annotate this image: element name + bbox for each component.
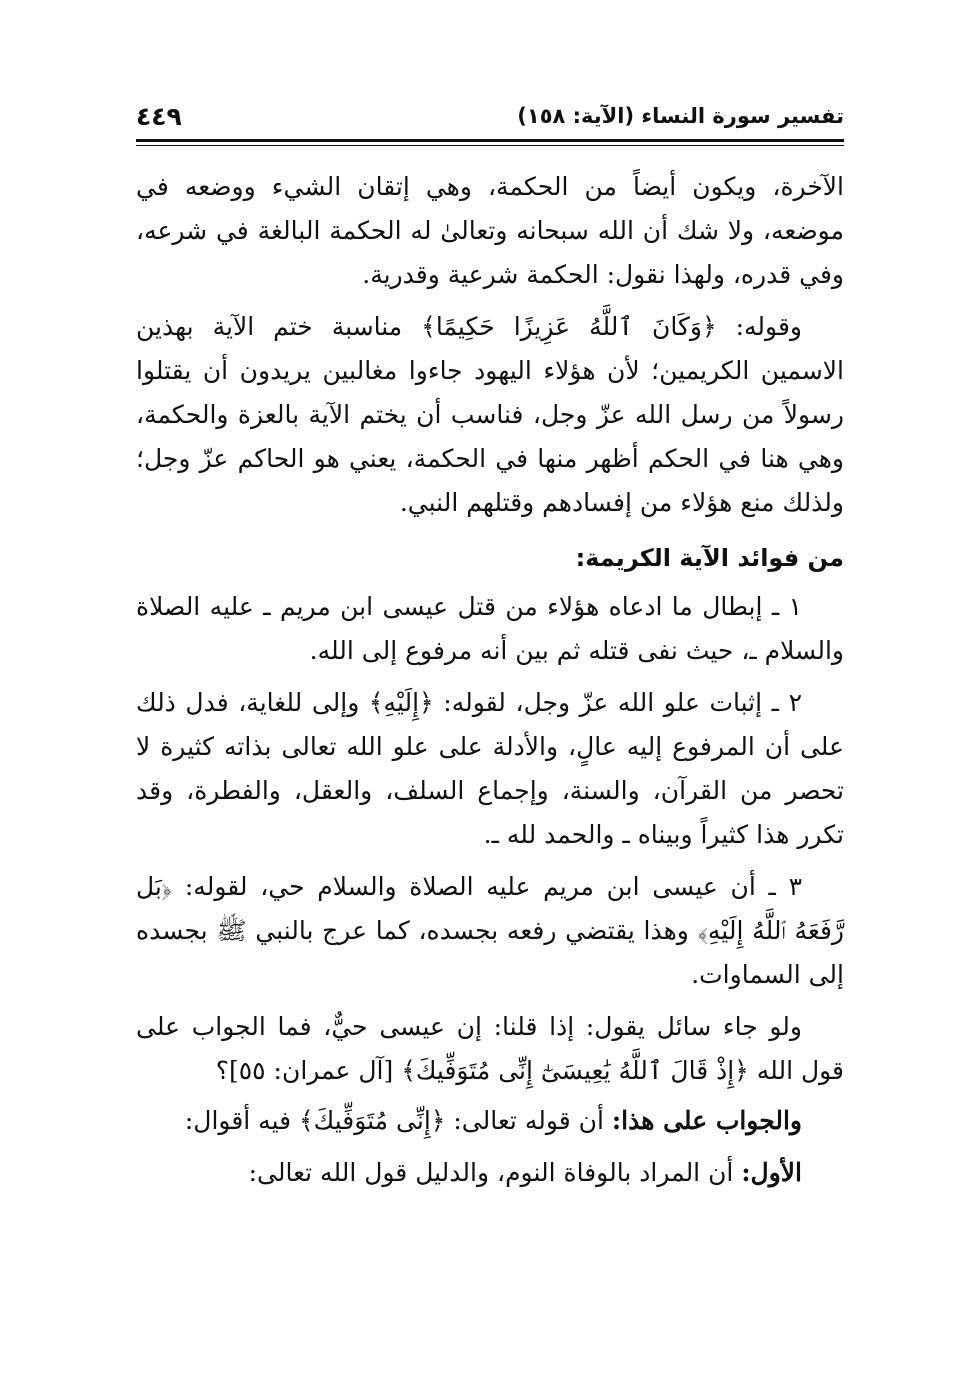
benefit-item-3: ٣ ـ أن عيسى ابن مريم عليه الصلاة والسلام حي، لقوله: ﴿بَل رَّفَعَهُ ٱللَّهُ إِلَيْهِ﴾ وهذا يقتضي رفعه بجسده، كما عرج بالنبي ﷺ بجسده إلى السماوات. <box>136 872 844 989</box>
paragraph-question: ولو جاء سائل يقول: إذا قلنا: إن عيسى حيٌّ، فما الجواب على قول الله ﴿إِذْ قَالَ ٱللَّهُ يَٰعِيسَىٰٓ إِنِّى مُتَوَفِّيكَ﴾ [آل عمران: ٥٥]؟ <box>136 1012 844 1085</box>
paragraph-verse-commentary: وقوله: ﴿وَكَانَ ٱللَّهُ عَزِيزًا حَكِيمًا﴾ مناسبة ختم الآية بهذين الاسمين الكريمين؛ لأن هؤلاء اليهود جاءوا مغالبين يريدون أن يقتلوا رسولاً من رسل الله عزّ وجل، فناسب أن يختم الآية بالعزة والحكمة، وهي هنا في الحكم أظهر منها في الحكمة، يعني هو الحاكم عزّ وجل؛ ولذلك منع هؤلاء من إفسادهم وقتلهم النبي. <box>136 312 844 517</box>
section-heading: من فوائد الآية الكريمة: <box>575 544 844 572</box>
paragraph-answer <box>136 1099 844 1143</box>
header-rule-thin <box>136 145 844 146</box>
benefit-item-2: ٢ ـ إثبات علو الله عزّ وجل، لقوله: ﴿إِلَيْهِ﴾ وإلى للغاية، فدل ذلك على أن المرفوع إليه عالٍ، والأدلة على علو الله تعالى بذاته كثيرة لا تحصر من القرآن، والسنة، وإجماع السلف، والعقل، والفطرة، وقد تكرر هذا كثيراً وبيناه ـ والحمد لله ـ. <box>136 688 844 849</box>
answer-text: أن قوله تعالى: ﴿إِنِّى مُتَوَفِّيكَ﴾ فيه أقوال: <box>184 1106 612 1135</box>
paragraph-continuation: الآخرة، ويكون أيضاً من الحكمة، وهي إتقان الشيء ووضعه في موضعه، ولا شك أن الله سبحانه وتعالىٰ له الحكمة البالغة في شرعه، وفي قدره، ولهذا نقول: الحكمة شرعية وقدرية. <box>136 172 844 289</box>
benefit-item-1: ١ ـ إبطال ما ادعاه هؤلاء من قتل عيسى ابن مريم ـ عليه الصلاة والسلام ـ، حيث نفى قتله ثم بين أنه مرفوع إلى الله. <box>136 592 844 665</box>
header-rule-thick <box>136 139 844 142</box>
first-opinion-text: أن المراد بالوفاة النوم، والدليل قول الله تعالى: <box>248 1158 742 1187</box>
running-title: تفسير سورة النساء (الآية: ١٥٨) <box>517 104 844 128</box>
page-body <box>136 165 844 1195</box>
answer-lead: والجواب على هذا: <box>611 1106 802 1135</box>
page-number: ٤٤٩ <box>136 101 182 131</box>
page-header <box>136 96 844 136</box>
first-opinion-lead: الأول: <box>741 1158 802 1187</box>
paragraph-first-opinion <box>136 1151 844 1195</box>
